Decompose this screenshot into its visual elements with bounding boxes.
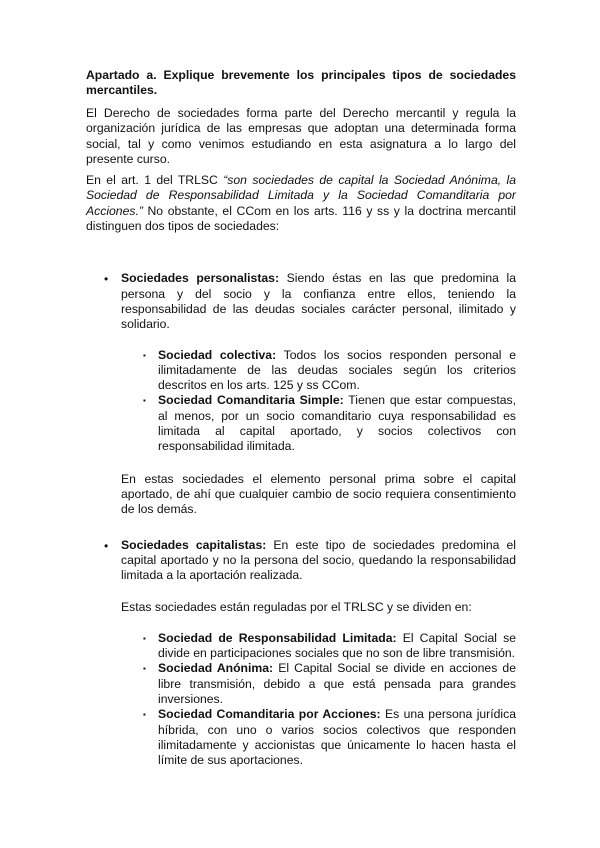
intro-paragraph: El Derecho de sociedades forma parte del Derecho mercantil y regula la organización jurídica de las empresas que adoptan una determinada forma social, tal y como venimos estudiando en esta asignatura a lo largo del presente curso. bbox=[86, 106, 516, 166]
srl-text: El Capital Social se divide en participaciones sociales que no son de libre transmisión. bbox=[158, 630, 516, 661]
sca-text: Es una persona jurídica híbrida, con uno o varios socios colectivos que responden ilimitadamente y accionistas que únicamente lo hacen hasta el límite de sus aportaciones. bbox=[158, 707, 516, 768]
round-bullet-icon: • bbox=[104, 538, 109, 553]
list-item-srl bbox=[86, 631, 516, 662]
square-bullet-icon: ▪ bbox=[143, 664, 146, 674]
colectiva-title: Sociedad colectiva: bbox=[158, 347, 277, 362]
colectiva-text: Todos los socios responden personal e ilimitadamente de las deudas sociales según los criterios descritos en los arts. 125 y ss CCom. bbox=[158, 347, 517, 393]
comanditaria-simple-title: Sociedad Comanditaria Simple: bbox=[158, 393, 344, 408]
square-bullet-icon: ▪ bbox=[143, 633, 146, 643]
comanditaria-simple-text: Tienen que estar compuestas, al menos, por un socio comanditario cuya responsabilidad es limitada al capital aportado, y socios colectivos con responsabilidad ilimitada. bbox=[158, 393, 516, 454]
sa-title: Sociedad Anónima: bbox=[158, 661, 274, 676]
list-item-personalistas bbox=[86, 271, 516, 332]
capitalistas-title: Sociedades capitalistas: bbox=[121, 537, 267, 552]
art-paragraph bbox=[86, 173, 516, 234]
list-item-colectiva bbox=[86, 348, 516, 394]
section-heading: Apartado a. Explique brevemente los principales tipos de sociedades mercantiles. bbox=[86, 68, 516, 97]
art-quote: “son sociedades de capital la Sociedad Anónima, la Sociedad de Responsabilidad Limitada y la Sociedad Comanditaria por Acciones.” bbox=[86, 173, 516, 218]
list-item-comanditaria-simple bbox=[86, 393, 516, 454]
list-item-capitalistas bbox=[86, 538, 516, 584]
square-bullet-icon: ▪ bbox=[143, 710, 146, 720]
round-bullet-icon: • bbox=[104, 272, 109, 287]
capitalistas-text: En este tipo de sociedades predomina el capital aportado y no la persona del socio, quedando la responsabilidad limitada a la aportación realizada. bbox=[121, 537, 516, 583]
sa-text: El Capital Social se divide en acciones de libre transmisión, debido a que está pensada para grandes inversiones. bbox=[158, 661, 516, 706]
capitalistas-lead: Estas sociedades están reguladas por el TRLSC y se dividen en: bbox=[121, 600, 472, 615]
square-bullet-icon: ▪ bbox=[143, 350, 146, 360]
sca-title: Sociedad Comanditaria por Acciones: bbox=[158, 707, 381, 722]
list-item-sa bbox=[86, 661, 516, 707]
personalistas-closing: En estas sociedades el elemento personal prima sobre el capital aportado, de ahí que cualquier cambio de socio requiera consentimiento de los demás. bbox=[121, 471, 516, 517]
personalistas-title: Sociedades personalistas: bbox=[121, 271, 279, 286]
personalistas-text: Siendo éstas en las que predomina la persona y del socio y la confianza entre ellos, teniendo la responsabilidad de las deudas sociales carácter personal, ilimitado y solidario. bbox=[121, 271, 516, 332]
srl-title: Sociedad de Responsabilidad Limitada: bbox=[158, 630, 397, 645]
square-bullet-icon: ▪ bbox=[143, 396, 146, 406]
document-page bbox=[86, 68, 516, 768]
art-rest: No obstante, el CCom en los arts. 116 y ss y la doctrina mercantil distinguen dos tipos de sociedades: bbox=[86, 203, 516, 234]
art-lead: En el art. 1 del TRLSC bbox=[86, 173, 224, 188]
list-item-sca bbox=[86, 707, 516, 768]
